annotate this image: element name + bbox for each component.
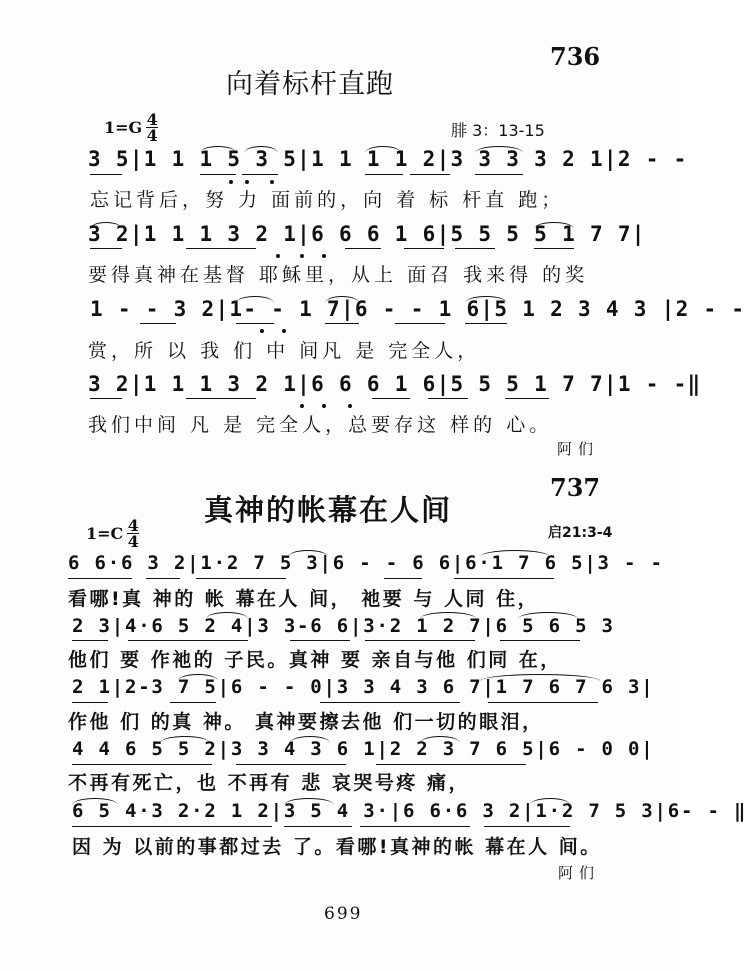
slur-mark — [244, 146, 278, 153]
slur-mark — [420, 612, 476, 619]
lyric-line: 因 为 以前的事都过去 了。看哪!真神的帐 幕在人 间。 — [72, 836, 602, 858]
slur-mark — [290, 736, 330, 743]
slur-mark — [288, 550, 328, 557]
time-signature — [146, 112, 158, 143]
notation-line: 6 5 4·3 2·2 1 2|3 5 4 3·|6 6·6 3 2|1·2 7 5 3|6- - ‖ — [72, 800, 747, 822]
time-top: 4 — [146, 110, 158, 129]
slur-mark — [72, 798, 118, 805]
beam-underline — [186, 248, 256, 249]
time-signature — [127, 518, 139, 549]
lyric-line: 不再有死亡，也 不再有 悲 哀哭号疼 痛， — [68, 772, 470, 794]
beam-underline — [365, 640, 475, 641]
beam-underline — [72, 702, 108, 703]
time-bottom: 4 — [146, 126, 158, 145]
octave-dot — [245, 180, 249, 184]
lyric-line: 赏，所 以 我 们 中 间凡 是 完全人， — [88, 340, 481, 362]
notation-line: 6 6·6 3 2|1·2 7 5 3|6 - - 6 6|6·1 7 6 5|3 - - — [68, 552, 664, 574]
slur-mark — [284, 798, 334, 805]
slur-mark — [160, 736, 210, 743]
hymn-title-737: 真神的帐幕在人间 — [204, 493, 453, 527]
lyric-line: 看哪!真 神的 帐 幕在人 间， 祂要 与 人同 住， — [68, 588, 540, 610]
beam-underline — [410, 174, 450, 175]
beam-underline — [404, 248, 444, 249]
key-signature-737 — [86, 518, 139, 549]
beam-underline — [395, 323, 445, 324]
beam-underline — [428, 398, 468, 399]
beam-underline — [500, 640, 580, 641]
slur-mark — [475, 146, 523, 153]
beam-underline — [170, 702, 216, 703]
beam-underline — [505, 398, 549, 399]
hymn-title-736: 向着标杆直跑 — [226, 69, 394, 100]
beam-underline — [242, 174, 278, 175]
beam-underline — [200, 174, 236, 175]
notation-line: 4 4 6 5 5 2|3 3 4 3 6 1|2 2 3 7 6 5|6 - 0 0| — [72, 738, 655, 760]
lyric-line: 作他 们 的真 神。 真神要擦去他 们一切的眼泪， — [68, 711, 544, 733]
time-bottom: 4 — [127, 532, 139, 551]
beam-underline — [236, 764, 346, 765]
time-top: 4 — [127, 516, 139, 535]
key-label: 1=G — [104, 118, 143, 137]
slur-mark — [534, 222, 574, 229]
beam-underline — [290, 640, 350, 641]
beam-underline — [384, 578, 422, 579]
slur-mark — [200, 146, 236, 153]
slur-mark — [178, 674, 218, 681]
notation-line: 2 3|4·6 5 2 4|3 3-6 6|3·2 1 2 7|6 5 6 5 3 — [72, 615, 615, 637]
octave-dot — [300, 404, 304, 408]
slur-mark — [325, 296, 359, 303]
slur-mark — [365, 146, 401, 153]
beam-underline — [72, 640, 108, 641]
scripture-reference-737: 启21:3-4 — [548, 525, 613, 541]
beam-underline — [360, 826, 470, 827]
beam-underline — [534, 248, 574, 249]
beam-underline — [325, 323, 359, 324]
octave-dot — [282, 329, 286, 333]
octave-dot — [229, 180, 233, 184]
lyric-line: 他们 要 作祂的 子民。真神 要 亲自与他 们同 在， — [68, 649, 562, 671]
octave-dot — [348, 404, 352, 408]
slur-mark — [420, 736, 460, 743]
amen-736: 阿们 — [557, 440, 600, 458]
beam-underline — [186, 398, 256, 399]
slur-mark — [480, 674, 600, 681]
beam-underline — [90, 174, 122, 175]
octave-dot — [322, 254, 326, 258]
beam-underline — [146, 578, 180, 579]
beam-underline — [345, 248, 381, 249]
beam-underline — [465, 323, 507, 324]
beam-underline — [72, 826, 272, 827]
slur-mark — [206, 612, 248, 619]
slur-mark — [465, 296, 507, 303]
amen-737: 阿们 — [558, 864, 601, 882]
lyric-line: 我们中间 凡 是 完全人，总要存这 样的 心。 — [88, 414, 553, 436]
beam-underline — [90, 398, 122, 399]
beam-underline — [455, 248, 495, 249]
slur-mark — [480, 550, 550, 557]
slur-mark — [90, 222, 122, 229]
beam-underline — [140, 323, 176, 324]
slur-mark — [236, 296, 274, 303]
octave-dot — [276, 254, 280, 258]
beam-underline — [90, 248, 122, 249]
notation-line: 2 1|2-3 7 5|6 - - 0|3 3 4 3 6 7|1 7 6 7 6 3| — [72, 676, 655, 698]
page-number: 699 — [324, 904, 363, 924]
notation-line: 3 2|1 1 1 3 2 1|6 6 6 1 6|5 5 5 1 7 7|1 - -‖ — [88, 372, 702, 396]
slur-mark — [518, 612, 578, 619]
beam-underline — [372, 398, 410, 399]
beam-underline — [454, 578, 554, 579]
octave-dot — [300, 254, 304, 258]
beam-underline — [365, 174, 403, 175]
beam-underline — [236, 323, 274, 324]
octave-dot — [270, 180, 274, 184]
lyric-line: 要得真神在基督 耶稣里，从上 面召 我来得 的奖 — [88, 264, 589, 286]
beam-underline — [128, 640, 248, 641]
octave-dot — [260, 329, 264, 333]
notation-line: 3 5|1 1 1 5 3 5|1 1 1 1 2|3 3 3 3 2 1|2 - - — [88, 147, 688, 171]
slur-mark — [530, 798, 570, 805]
hymn-number-737: 737 — [550, 473, 601, 502]
beam-underline — [196, 578, 286, 579]
lyric-line: 忘记背后，努 力 面前的，向 着 标 杆直 跑； — [90, 189, 565, 211]
key-signature-736 — [104, 112, 158, 143]
notation-line: 3 2|1 1 1 3 2 1|6 6 6 1 6|5 5 5 5 1 7 7| — [88, 222, 646, 246]
hymn-number-736: 736 — [550, 42, 601, 71]
beam-underline — [68, 578, 132, 579]
beam-underline — [284, 826, 352, 827]
beam-underline — [320, 702, 460, 703]
octave-dot — [322, 404, 326, 408]
scripture-reference-736: 腓 3：13-15 — [451, 121, 545, 140]
key-label: 1=C — [86, 524, 124, 543]
beam-underline — [475, 174, 523, 175]
beam-underline — [488, 702, 598, 703]
beam-underline — [376, 764, 526, 765]
beam-underline — [484, 826, 570, 827]
notation-line: 1 - - 3 2|1- - 1 7|6 - - 1 6|5 1 2 3 4 3 |2 - - — [90, 297, 746, 321]
beam-underline — [72, 764, 212, 765]
